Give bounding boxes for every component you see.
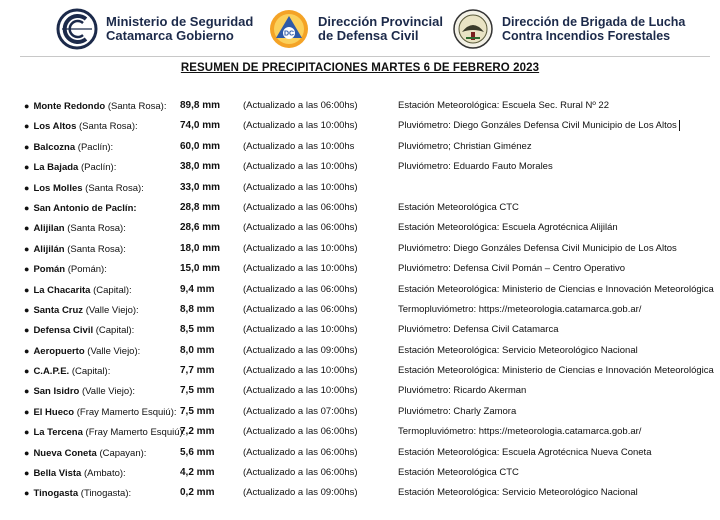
source-text: Pluviómetro: Eduardo Fauto Morales <box>398 161 553 173</box>
rainfall-amount: 18,0 mm <box>180 242 221 254</box>
location-name: La Bajada <box>33 162 79 174</box>
location <box>24 300 139 321</box>
bullet-icon: ● <box>24 304 30 315</box>
measurement-source <box>398 463 519 483</box>
bullet-icon: ● <box>24 447 30 458</box>
location-name: Santa Cruz <box>33 304 84 316</box>
list-item <box>0 381 720 401</box>
measurement-source <box>398 381 526 401</box>
location-department: (Capital): <box>95 325 135 337</box>
source-text: Estación Meteorológica: Servicio Meteorológico Nacional <box>398 344 638 356</box>
measurement-source <box>398 422 641 442</box>
update-time: (Actualizado a las 10:00hs) <box>243 385 358 397</box>
bullet-icon: ● <box>24 202 30 213</box>
ministerio-logo <box>56 8 253 50</box>
rainfall-amount: 8,8 mm <box>180 303 215 315</box>
bullet-icon: ● <box>24 141 30 152</box>
bullet-icon: ● <box>24 325 30 336</box>
location-department: (Santa Rosa): <box>67 223 126 235</box>
location-department: (Valle Viejo): <box>85 304 139 316</box>
update-time: (Actualizado a las 09:00hs) <box>243 487 358 499</box>
measurement-source <box>398 341 638 361</box>
update-time: (Actualizado a las 06:00hs) <box>243 100 358 111</box>
rainfall-amount: 89,8 mm <box>180 100 221 111</box>
update-time: (Actualizado a las 10:00hs) <box>243 242 358 254</box>
bullet-icon: ● <box>24 345 30 356</box>
rainfall-amount: 74,0 mm <box>180 120 221 132</box>
list-item <box>0 402 720 422</box>
rainfall-amount: 0,2 mm <box>180 487 215 499</box>
source-text: Termopluviómetro: https://meteorologia.catamarca.gob.ar/ <box>398 426 642 438</box>
source-text: Pluviómetro; Christian Giménez <box>398 140 532 152</box>
location-name: La Chacarita <box>33 284 91 296</box>
location-name: San Antonio de Paclín: <box>33 202 137 214</box>
location <box>24 218 126 239</box>
measurement-source <box>398 157 553 177</box>
bullet-icon: ● <box>24 468 30 479</box>
rainfall-amount: 4,2 mm <box>180 467 215 479</box>
source-text: Estación Meteorológica: Ministerio de Ciencias e Innovación Meteorológica <box>398 283 714 295</box>
list-item <box>0 178 720 198</box>
measurement-source <box>398 483 638 503</box>
location <box>24 463 126 484</box>
source-text: Estación Meteorológica CTC <box>398 201 519 213</box>
rainfall-amount: 7,5 mm <box>180 405 215 417</box>
bullet-icon: ● <box>24 427 30 438</box>
location <box>24 483 131 504</box>
update-time: (Actualizado a las 10:00hs) <box>243 161 358 173</box>
source-text: Pluviómetro: Charly Zamora <box>398 405 517 417</box>
location-name: El Hueco <box>33 406 75 418</box>
bullet-icon: ● <box>24 284 30 295</box>
header-divider <box>20 56 710 57</box>
location-department: (Pomán): <box>67 264 107 276</box>
measurement-source <box>398 402 516 422</box>
measurement-source <box>398 320 559 340</box>
rainfall-amount: 7,2 mm <box>180 426 215 438</box>
header <box>0 0 720 58</box>
defensa-emblem-text: DC <box>283 30 295 38</box>
measurement-source <box>398 198 519 218</box>
update-time: (Actualizado a las 10:00hs) <box>243 324 358 336</box>
location-department: (Valle Viejo): <box>87 345 141 357</box>
location-department: (Tinogasta): <box>80 488 132 500</box>
list-item <box>0 96 720 116</box>
location <box>24 239 126 260</box>
rainfall-amount: 7,7 mm <box>180 365 215 377</box>
location <box>24 259 107 280</box>
list-item <box>0 443 720 463</box>
measurement-source <box>398 239 677 259</box>
location-department: (Capayan): <box>99 447 147 459</box>
defensa-line2: de Defensa Civil <box>318 28 419 43</box>
bullet-icon: ● <box>24 386 30 397</box>
location-department: (Ambato): <box>83 468 126 480</box>
list-item <box>0 320 720 340</box>
location-name: San Isidro <box>33 386 80 398</box>
location <box>24 320 134 341</box>
ministerio-line2: Catamarca Gobierno <box>106 28 234 43</box>
bullet-icon: ● <box>24 366 30 377</box>
update-time: (Actualizado a las 06:00hs) <box>243 467 358 479</box>
source-text: Pluviómetro: Defensa Civil Catamarca <box>398 324 559 336</box>
rainfall-amount: 7,5 mm <box>180 385 215 397</box>
update-time: (Actualizado a las 10:00hs) <box>243 120 358 132</box>
location <box>24 341 140 362</box>
update-time: (Actualizado a las 06:00hs) <box>243 426 358 438</box>
location-name: Nueva Coneta <box>33 447 97 459</box>
rainfall-amount: 60,0 mm <box>180 140 221 152</box>
brigada-line2: Contra Incendios Forestales <box>502 29 671 43</box>
location-department: (Paclín): <box>80 162 117 174</box>
location-department: (Santa Rosa): <box>107 101 167 112</box>
location-name: Tinogasta <box>33 488 79 500</box>
location-name: Pomán <box>33 264 66 276</box>
rainfall-amount: 28,6 mm <box>180 222 221 234</box>
list-item <box>0 198 720 218</box>
measurement-source <box>398 96 609 116</box>
source-text: Estación Meteorológica: Escuela Agrotécnica Nueva Coneta <box>398 446 652 458</box>
list-item <box>0 341 720 361</box>
update-time: (Actualizado a las 10:00hs <box>243 140 355 152</box>
source-text: Pluviómetro: Diego Gonzáles Defensa Civil Municipio de Los Altos <box>398 242 677 254</box>
bullet-icon: ● <box>24 162 30 173</box>
rainfall-amount: 8,5 mm <box>180 324 215 336</box>
defensa-civil-emblem-icon <box>268 8 310 50</box>
list-item <box>0 259 720 279</box>
update-time: (Actualizado a las 10:00hs) <box>243 181 358 193</box>
measurement-source <box>398 443 651 463</box>
rainfall-amount: 28,8 mm <box>180 201 221 213</box>
location-name: Bella Vista <box>33 468 82 480</box>
location <box>24 280 132 301</box>
brigada-emblem-icon <box>452 8 494 50</box>
measurement-source <box>398 218 618 238</box>
rainfall-amount: 33,0 mm <box>180 181 221 193</box>
location <box>24 198 137 219</box>
brigada-line1: Dirección de Brigada de Lucha <box>502 15 686 29</box>
location-department: (Fray Mamerto Esquiú): <box>76 406 177 418</box>
location <box>24 96 166 117</box>
update-time: (Actualizado a las 06:00hs) <box>243 222 358 234</box>
source-text: Pluviómetro: Ricardo Akerman <box>398 385 527 397</box>
source-text: Estación Meteorológica: Escuela Agrotécnica Alijilán <box>398 222 618 234</box>
defensa-civil-logo <box>268 8 443 50</box>
list-item <box>0 483 720 503</box>
list-item <box>0 157 720 177</box>
location <box>24 443 146 464</box>
update-time: (Actualizado a las 06:00hs) <box>243 201 358 213</box>
measurement-source <box>398 280 714 300</box>
update-time: (Actualizado a las 10:00hs) <box>243 263 358 275</box>
measurement-source <box>398 137 532 157</box>
source-text: Estación Meteorológica: Servicio Meteorológico Nacional <box>398 487 638 499</box>
location-department: (Santa Rosa): <box>85 182 144 194</box>
location <box>24 381 135 402</box>
location-name: Alijilan <box>33 223 65 235</box>
source-text: Estación Meteorológica CTC <box>398 467 519 479</box>
update-time: (Actualizado a las 06:00hs) <box>243 446 358 458</box>
rainfall-amount: 9,4 mm <box>180 283 215 295</box>
bullet-icon: ● <box>24 223 30 234</box>
page-title: RESUMEN DE PRECIPITACIONES MARTES 6 DE FEBRERO 2023 <box>180 62 540 74</box>
brigada-logo <box>452 8 685 50</box>
location-department: (Capital): <box>93 284 132 296</box>
bullet-icon: ● <box>24 182 30 193</box>
location-name: Alijilán <box>33 243 65 255</box>
source-text: Termopluviómetro: https://meteorologia.catamarca.gob.ar/ <box>398 303 642 315</box>
list-item <box>0 116 720 136</box>
list-item <box>0 239 720 259</box>
location <box>24 137 113 158</box>
location-name: Aeropuerto <box>33 345 85 357</box>
measurement-source <box>398 300 641 320</box>
list-item <box>0 361 720 381</box>
location <box>24 116 138 137</box>
defensa-line1: Dirección Provincial <box>318 14 443 29</box>
list-item <box>0 300 720 320</box>
location-department: (Fray Mamerto Esquiú): <box>85 427 186 439</box>
list-item <box>0 280 720 300</box>
measurement-source <box>398 259 625 279</box>
bullet-icon: ● <box>24 101 30 111</box>
location-name: Monte Redondo <box>33 101 106 112</box>
ministerio-line1: Ministerio de Seguridad <box>106 14 254 29</box>
measurement-source <box>398 361 714 381</box>
rainfall-amount: 38,0 mm <box>180 161 221 173</box>
update-time: (Actualizado a las 10:00hs) <box>243 365 358 377</box>
location <box>24 361 110 382</box>
bullet-icon: ● <box>24 264 30 275</box>
location-department: (Capital): <box>71 366 111 378</box>
list-item <box>0 218 720 238</box>
location <box>24 178 144 199</box>
location-name: Balcozna <box>33 141 76 153</box>
location-name: C.A.P.E. <box>33 366 70 378</box>
bullet-icon: ● <box>24 121 30 132</box>
update-time: (Actualizado a las 07:00hs) <box>243 405 358 417</box>
bullet-icon: ● <box>24 406 30 417</box>
location <box>24 157 116 178</box>
list-item <box>0 422 720 442</box>
source-text: Pluviómetro: Diego Gonzáles Defensa Civil Municipio de Los Altos <box>398 120 677 132</box>
location-name: Defensa Civil <box>33 325 94 337</box>
list-item <box>0 463 720 483</box>
location-department: (Santa Rosa): <box>67 243 126 255</box>
location-name: Los Altos <box>33 121 77 133</box>
bullet-icon: ● <box>24 488 30 499</box>
rainfall-amount: 5,6 mm <box>180 446 215 458</box>
measurement-source <box>398 116 680 136</box>
source-text: Estación Meteorológica: Escuela Sec. Rural Nº 22 <box>398 100 609 111</box>
rainfall-amount: 8,0 mm <box>180 344 215 356</box>
location <box>24 402 177 423</box>
location-department: (Valle Viejo): <box>82 386 135 398</box>
location <box>24 422 185 443</box>
location-department: (Santa Rosa): <box>79 121 138 133</box>
list-item <box>0 137 720 157</box>
rainfall-amount: 15,0 mm <box>180 263 221 275</box>
ministerio-emblem-icon <box>56 8 98 50</box>
source-text: Pluviómetro: Defensa Civil Pomán – Centro Operativo <box>398 263 626 275</box>
update-time: (Actualizado a las 06:00hs) <box>243 283 358 295</box>
text-cursor <box>679 120 680 131</box>
source-text: Estación Meteorológica: Ministerio de Ciencias e Innovación Meteorológica <box>398 365 714 377</box>
location-name: Los Molles <box>33 182 83 194</box>
location-name: La Tercena <box>33 427 83 439</box>
update-time: (Actualizado a las 09:00hs) <box>243 344 358 356</box>
location-department: (Paclín): <box>77 141 114 153</box>
precipitation-list <box>0 96 720 504</box>
update-time: (Actualizado a las 06:00hs) <box>243 303 358 315</box>
bullet-icon: ● <box>24 243 30 254</box>
